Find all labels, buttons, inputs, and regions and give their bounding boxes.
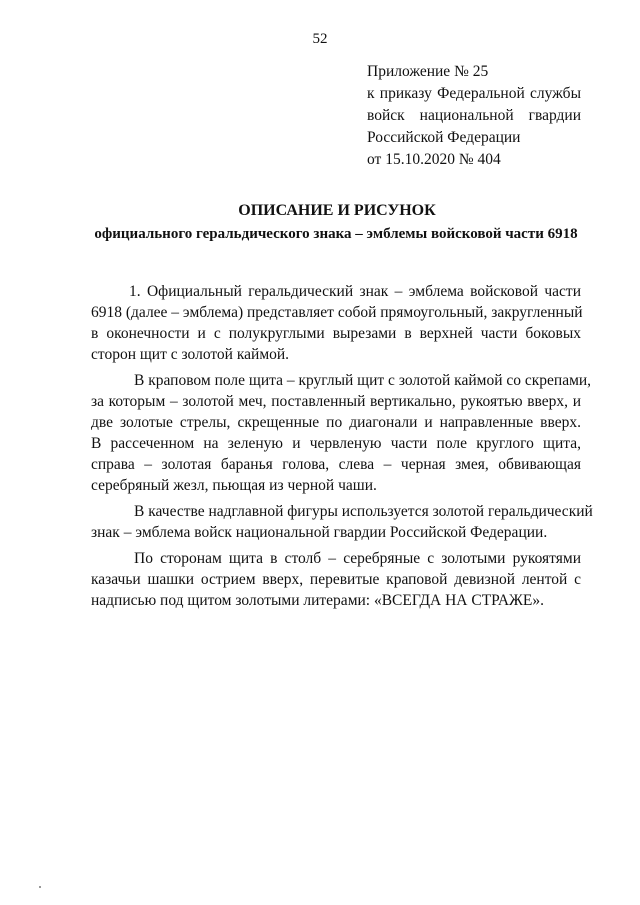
appendix-word: к bbox=[367, 85, 375, 102]
paragraph-3 bbox=[91, 501, 593, 543]
document-body bbox=[91, 281, 593, 616]
appendix-order-line bbox=[367, 83, 581, 105]
appendix-date: от 15.10.2020 № 404 bbox=[367, 151, 501, 168]
appendix-word: гвардии bbox=[528, 107, 581, 124]
paragraph-line: В качестве надглавной фигуры используется золотой геральдический bbox=[134, 503, 593, 520]
paragraph-line: сторон щит с золотой каймой. bbox=[91, 346, 290, 363]
paragraph-2 bbox=[91, 370, 592, 496]
paragraph-line: знак – эмблема войск национальной гвардии Российской Федерации. bbox=[91, 524, 548, 541]
document-subtitle: официального геральдического знака – эмблемы войсковой части 6918 bbox=[94, 226, 578, 242]
paragraph-line: две золотые стрелы, скрещенные по диагонали и направленные вверх. bbox=[91, 414, 581, 431]
paragraph-line: справа – золотая баранья голова, слева – черная змея, обвивающая bbox=[91, 456, 581, 473]
appendix-word: войск bbox=[367, 107, 405, 124]
paragraph-1 bbox=[91, 281, 581, 365]
appendix-country: Российской Федерации bbox=[367, 129, 521, 146]
paragraph-line: 1. Официальный геральдический знак – эмблема войсковой части bbox=[129, 283, 581, 300]
appendix-word: национальной bbox=[419, 107, 514, 124]
paragraph-line: в оконечности и с полукруглыми вырезами в верхней части боковых bbox=[91, 325, 581, 342]
page-number: 52 bbox=[312, 31, 328, 47]
appendix-word: службы bbox=[530, 85, 581, 102]
paragraph-line: В краповом поле щита – круглый щит с золотой каймой со скрепами, bbox=[134, 372, 592, 389]
paragraph-line: По сторонам щита в столб – серебряные с золотыми рукоятями bbox=[134, 550, 581, 567]
paragraph-line: надписью под щитом золотыми литерами: «ВСЕГДА НА СТРАЖЕ». bbox=[91, 592, 544, 609]
paragraph-line: серебряный жезл, пьющая из черной чаши. bbox=[91, 477, 377, 494]
appendix-header bbox=[367, 61, 581, 171]
paragraph-line: 6918 (далее – эмблема) представляет собой прямоугольный, закругленный bbox=[91, 304, 583, 321]
document-title: ОПИСАНИЕ И РИСУНОК bbox=[238, 202, 436, 219]
appendix-number: Приложение № 25 bbox=[367, 63, 489, 80]
paragraph-4 bbox=[91, 548, 581, 611]
paragraph-line: В рассеченном на зеленую и червленую части поле круглого щита, bbox=[91, 435, 581, 452]
appendix-troops-line bbox=[367, 105, 581, 127]
appendix-word: Федеральной bbox=[437, 85, 525, 102]
appendix-word: приказу bbox=[379, 85, 432, 102]
scan-speck bbox=[39, 886, 41, 888]
paragraph-line: за которым – золотой меч, поставленный вертикально, рукоятью вверх, и bbox=[91, 393, 581, 410]
paragraph-line: казачьи шашки острием вверх, перевитые краповой девизной лентой с bbox=[91, 571, 581, 588]
